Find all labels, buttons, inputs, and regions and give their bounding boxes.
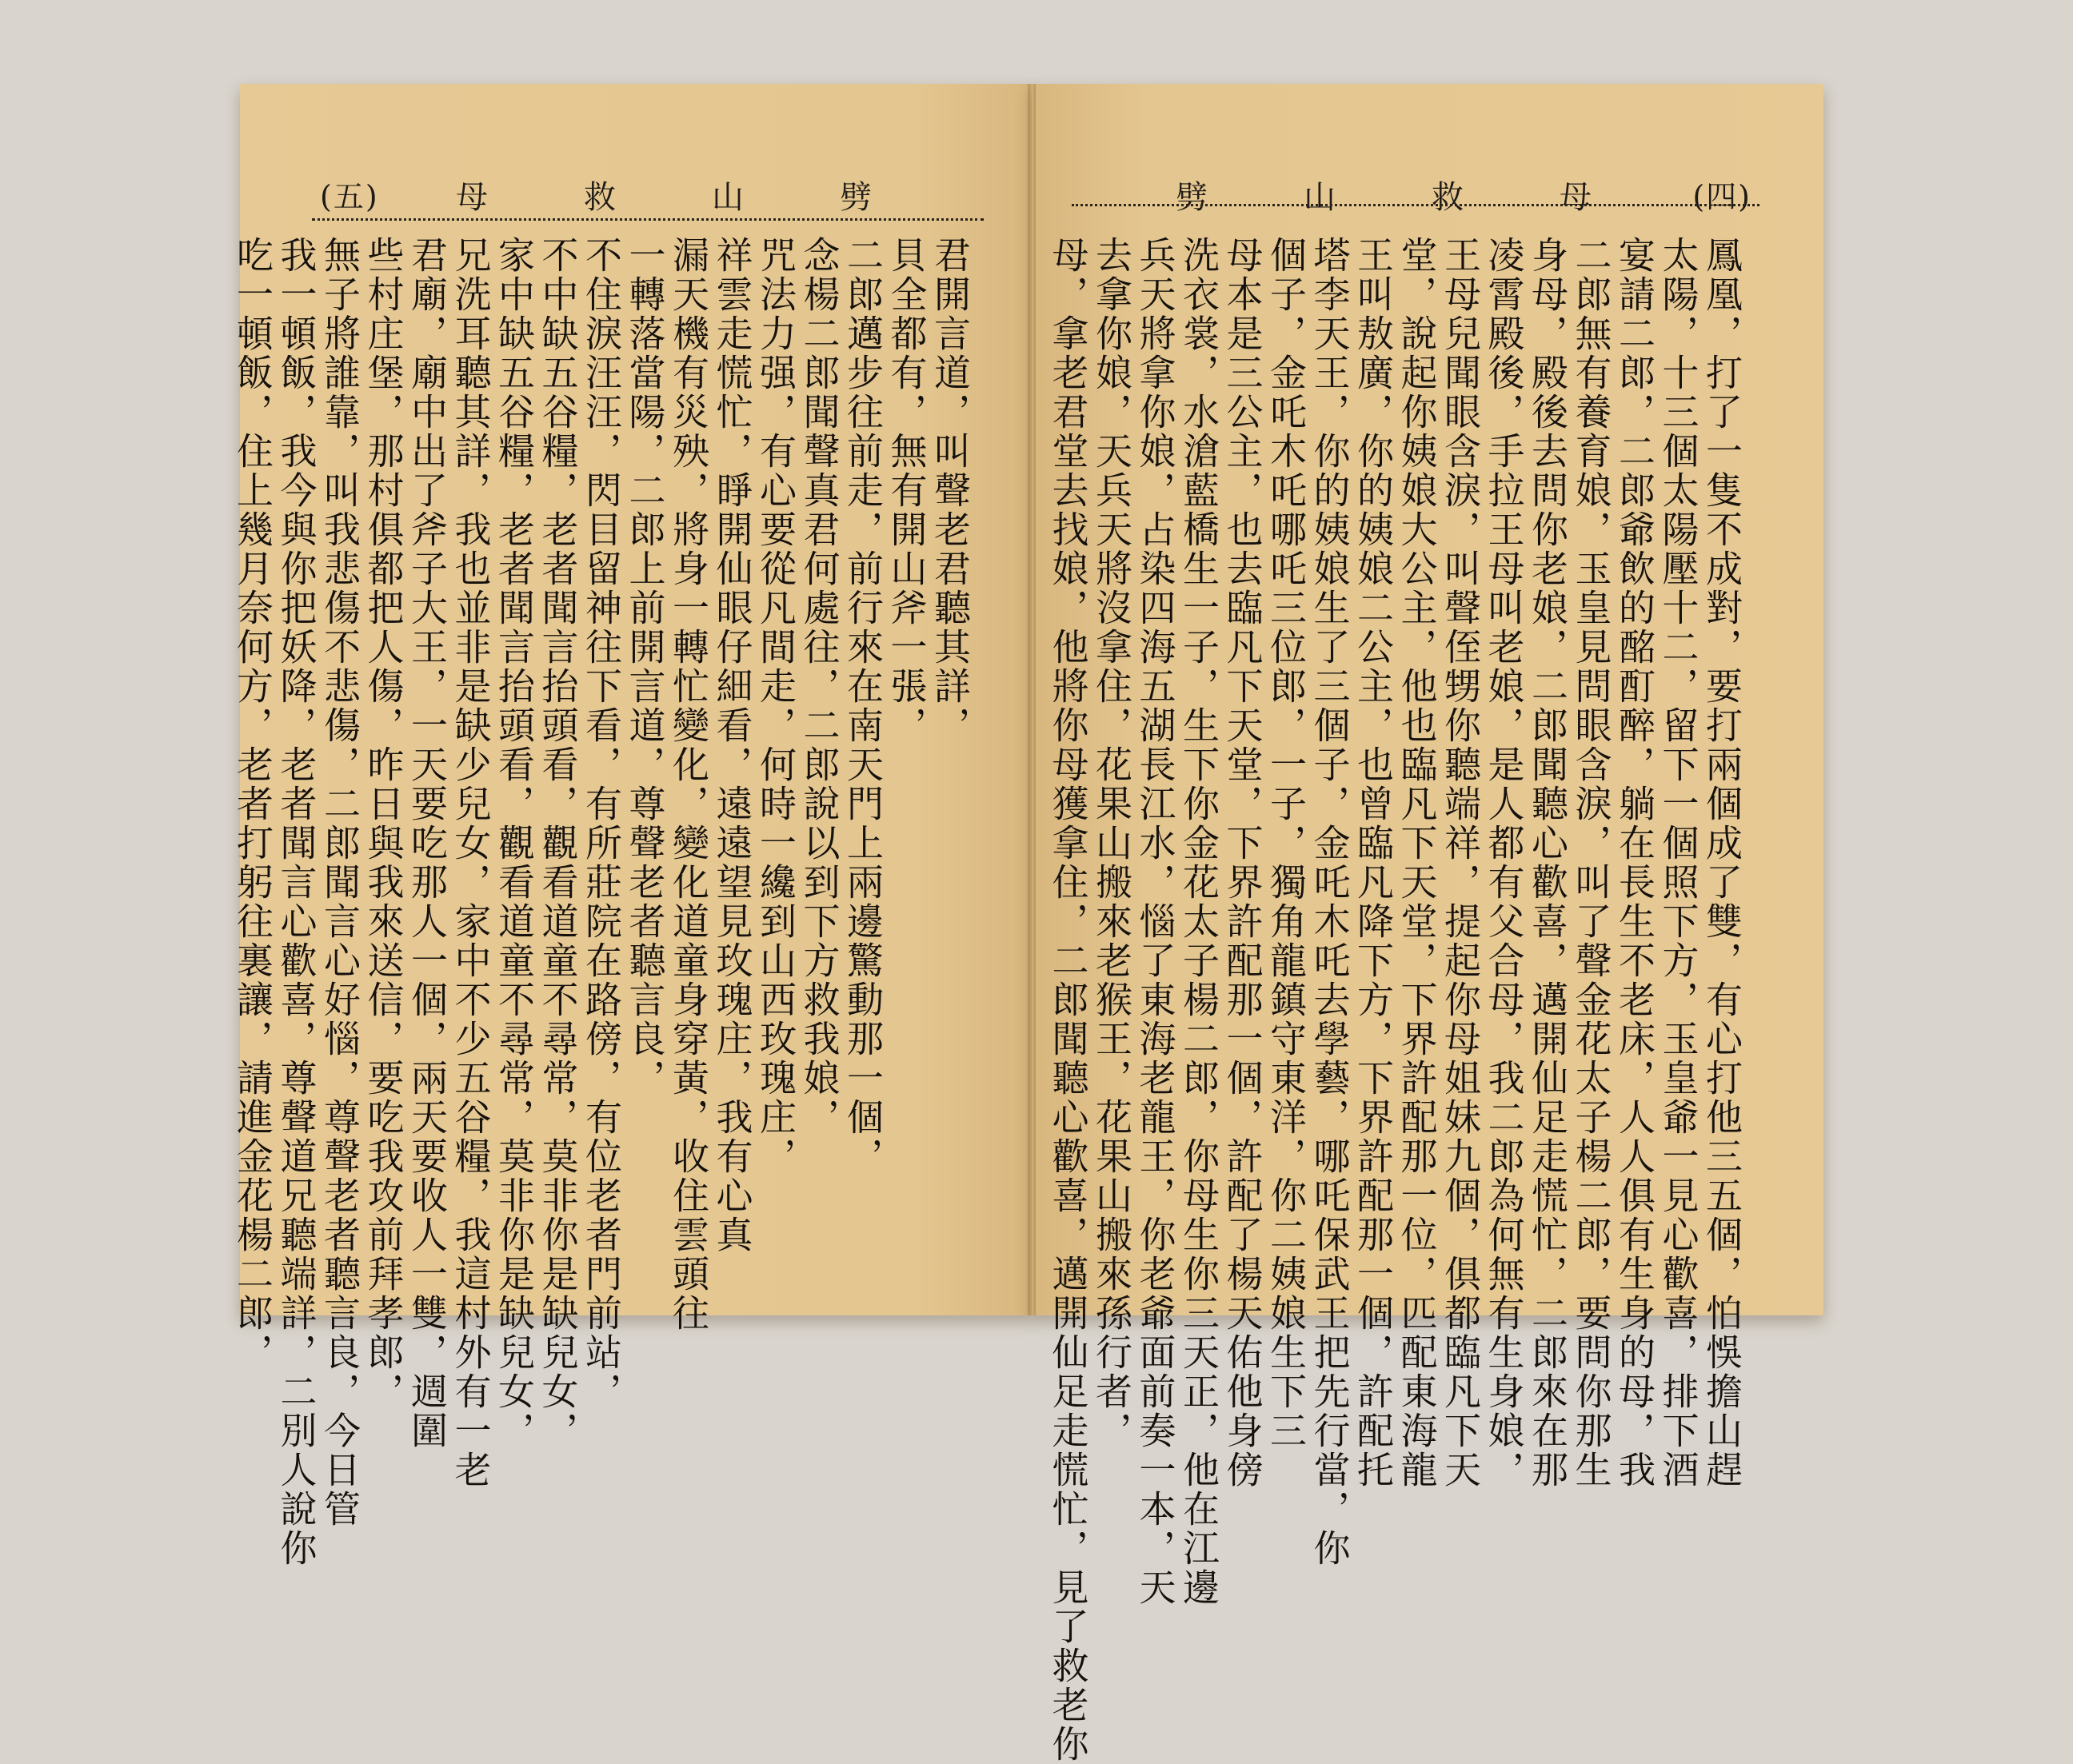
right-page-header [1080,164,1751,220]
text-column: 鳳凰，打了一隻不成對，要打兩個成了雙，有心打他三五個，怕悞擔山趕 [1700,236,1743,1490]
text-column: 母本是三公主，也去臨凡下天堂，下界許配那一個，許配了楊天佑他身傍 [1220,236,1264,1490]
text-column: 個子，金吒木吒哪吒三位郎，一子，獨角龍鎮守東洋，你二姨娘生下三 [1264,236,1308,1451]
text-column: 去拿你娘，天兵天將沒拿住，花果山搬來老猴王，花果山搬來孫行者， [1090,236,1133,1451]
right-page [1032,84,1823,1764]
text-column: 些村庄堡，那村俱都把人傷，昨日與我來送信，要吃我攻前拜孝郎， [361,236,405,1411]
text-column: 塔李天王，你的姨娘生了三個子，金吒木吒去學藝，哪吒保武王把先行當，你 [1308,236,1352,1568]
left-running-title: 母救山劈 [456,179,968,216]
text-column: 吃一頓飯，住上幾月奈何方，老者打躬往裏讓，請進金花楊二郎， [231,236,274,1372]
text-column: 二郎邁步往前走，前行來在南天門上兩邊驚動那一個， [841,236,885,1176]
text-column: 一轉落當陽，二郎上前開言道，尊聲老者聽言良， [623,236,667,1098]
open-booklet [231,84,1823,1764]
left-page-header [320,164,984,220]
left-page-number: (五) [320,179,379,214]
text-column: 堂，說起你姨娘大公主，他也臨凡下天堂，下界許配那一位，匹配東海龍 [1395,236,1439,1490]
text-column: 宴請二郎，二郎爺飲的酩酊醉，躺在長生不老床，人人俱有生身的母，我 [1613,236,1656,1490]
right-page-text [1046,236,1743,1764]
text-column: 凌霄殿後，手拉王母叫老娘，是人都有父合母，我二郎為何無有生身娘， [1482,236,1526,1490]
text-column: 不中缺五谷糧，老者聞言抬頭看，觀看道童不尋常，莫非你是缺兒女， [536,236,580,1451]
text-column: 念楊二郎聞聲真君何處往，二郎說以到下方救我娘， [797,236,841,1137]
text-column: 太陽，十三個太陽壓十二，留下一個照下方，玉皇爺一見心歡喜，排下酒 [1656,236,1700,1490]
text-column: 君開言道，叫聲老君聽其詳， [929,236,972,745]
left-page [231,84,1032,1568]
text-column: 母，拿老君堂去找娘，他將你母獲拿住，二郎聞聽心歡喜，邁開仙足走慌忙，見了救老你 [1046,236,1090,1764]
text-column: 家中缺五谷糧，老者聞言抬頭看，觀看道童不尋常，莫非你是缺兒女， [493,236,536,1451]
text-column: 漏天機有災殃，將身一轉忙變化，變化道童身穿黃，收住雲頭往 [667,236,710,1333]
spine-gutter [1028,84,1036,1315]
text-column: 王母兒聞眼含淚，叫聲侄甥你聽端祥，提起你母姐妹九個，俱都臨凡下天 [1439,236,1482,1490]
right-header-rule [1072,204,1759,206]
text-column: 二郎無有養育娘，玉皇見問眼含淚，叫了聲金花太子楊二郎，要問你那生 [1569,236,1613,1490]
right-page-number: (四) [1692,179,1751,214]
left-page-text [231,236,972,1568]
text-column: 貝全都有，無有開山斧一張， [885,236,929,745]
text-column: 君廟，廟中出了斧子大王，一天要吃那人一個，兩天要收人一雙，週圍 [405,236,449,1451]
text-column: 兄洗耳聽其詳，我也並非是缺少兒女，家中不少五谷糧，我這村外有一老 [449,236,493,1490]
right-running-title: 劈山救母 [1176,179,1688,216]
text-column: 祥雲走慌忙，睜開仙眼仔細看，遠遠望見玫瑰庄，我有心真 [710,236,754,1255]
text-column: 無子將誰靠，叫我悲傷不悲傷，二郎聞言心好惱，尊聲老者聽言良，今日管 [318,236,361,1529]
text-column: 身母，殿後去問你老娘，二郎聞聽心歡喜，邁開仙足走慌忙，二郎來在那 [1526,236,1569,1490]
text-column: 兵天將拿你娘，占染四海五湖長江水，惱了東海老龍王，你老爺面前奏一本，天 [1133,236,1177,1607]
text-column: 洗衣裳，水滄藍橋生一子，生下你金花太子楊二郎，你母生你三天正，他在江邊 [1177,236,1220,1607]
text-column: 我一頓飯，我今與你把妖降，老者聞言心歡喜，尊聲道兄聽端詳，二別人說你 [274,236,318,1568]
text-column: 咒法力强，有心要從凡間走，何時一纔到山西玫瑰庄， [754,236,797,1176]
left-header-rule [312,218,984,221]
text-column: 不住淚汪汪，閃目留神往下看，有所莊院在路傍，有位老者門前站， [580,236,623,1411]
text-column: 王叫敖廣，你的姨娘二公主，也曾臨凡降下方，下界許配那一個，許配托 [1352,236,1395,1490]
